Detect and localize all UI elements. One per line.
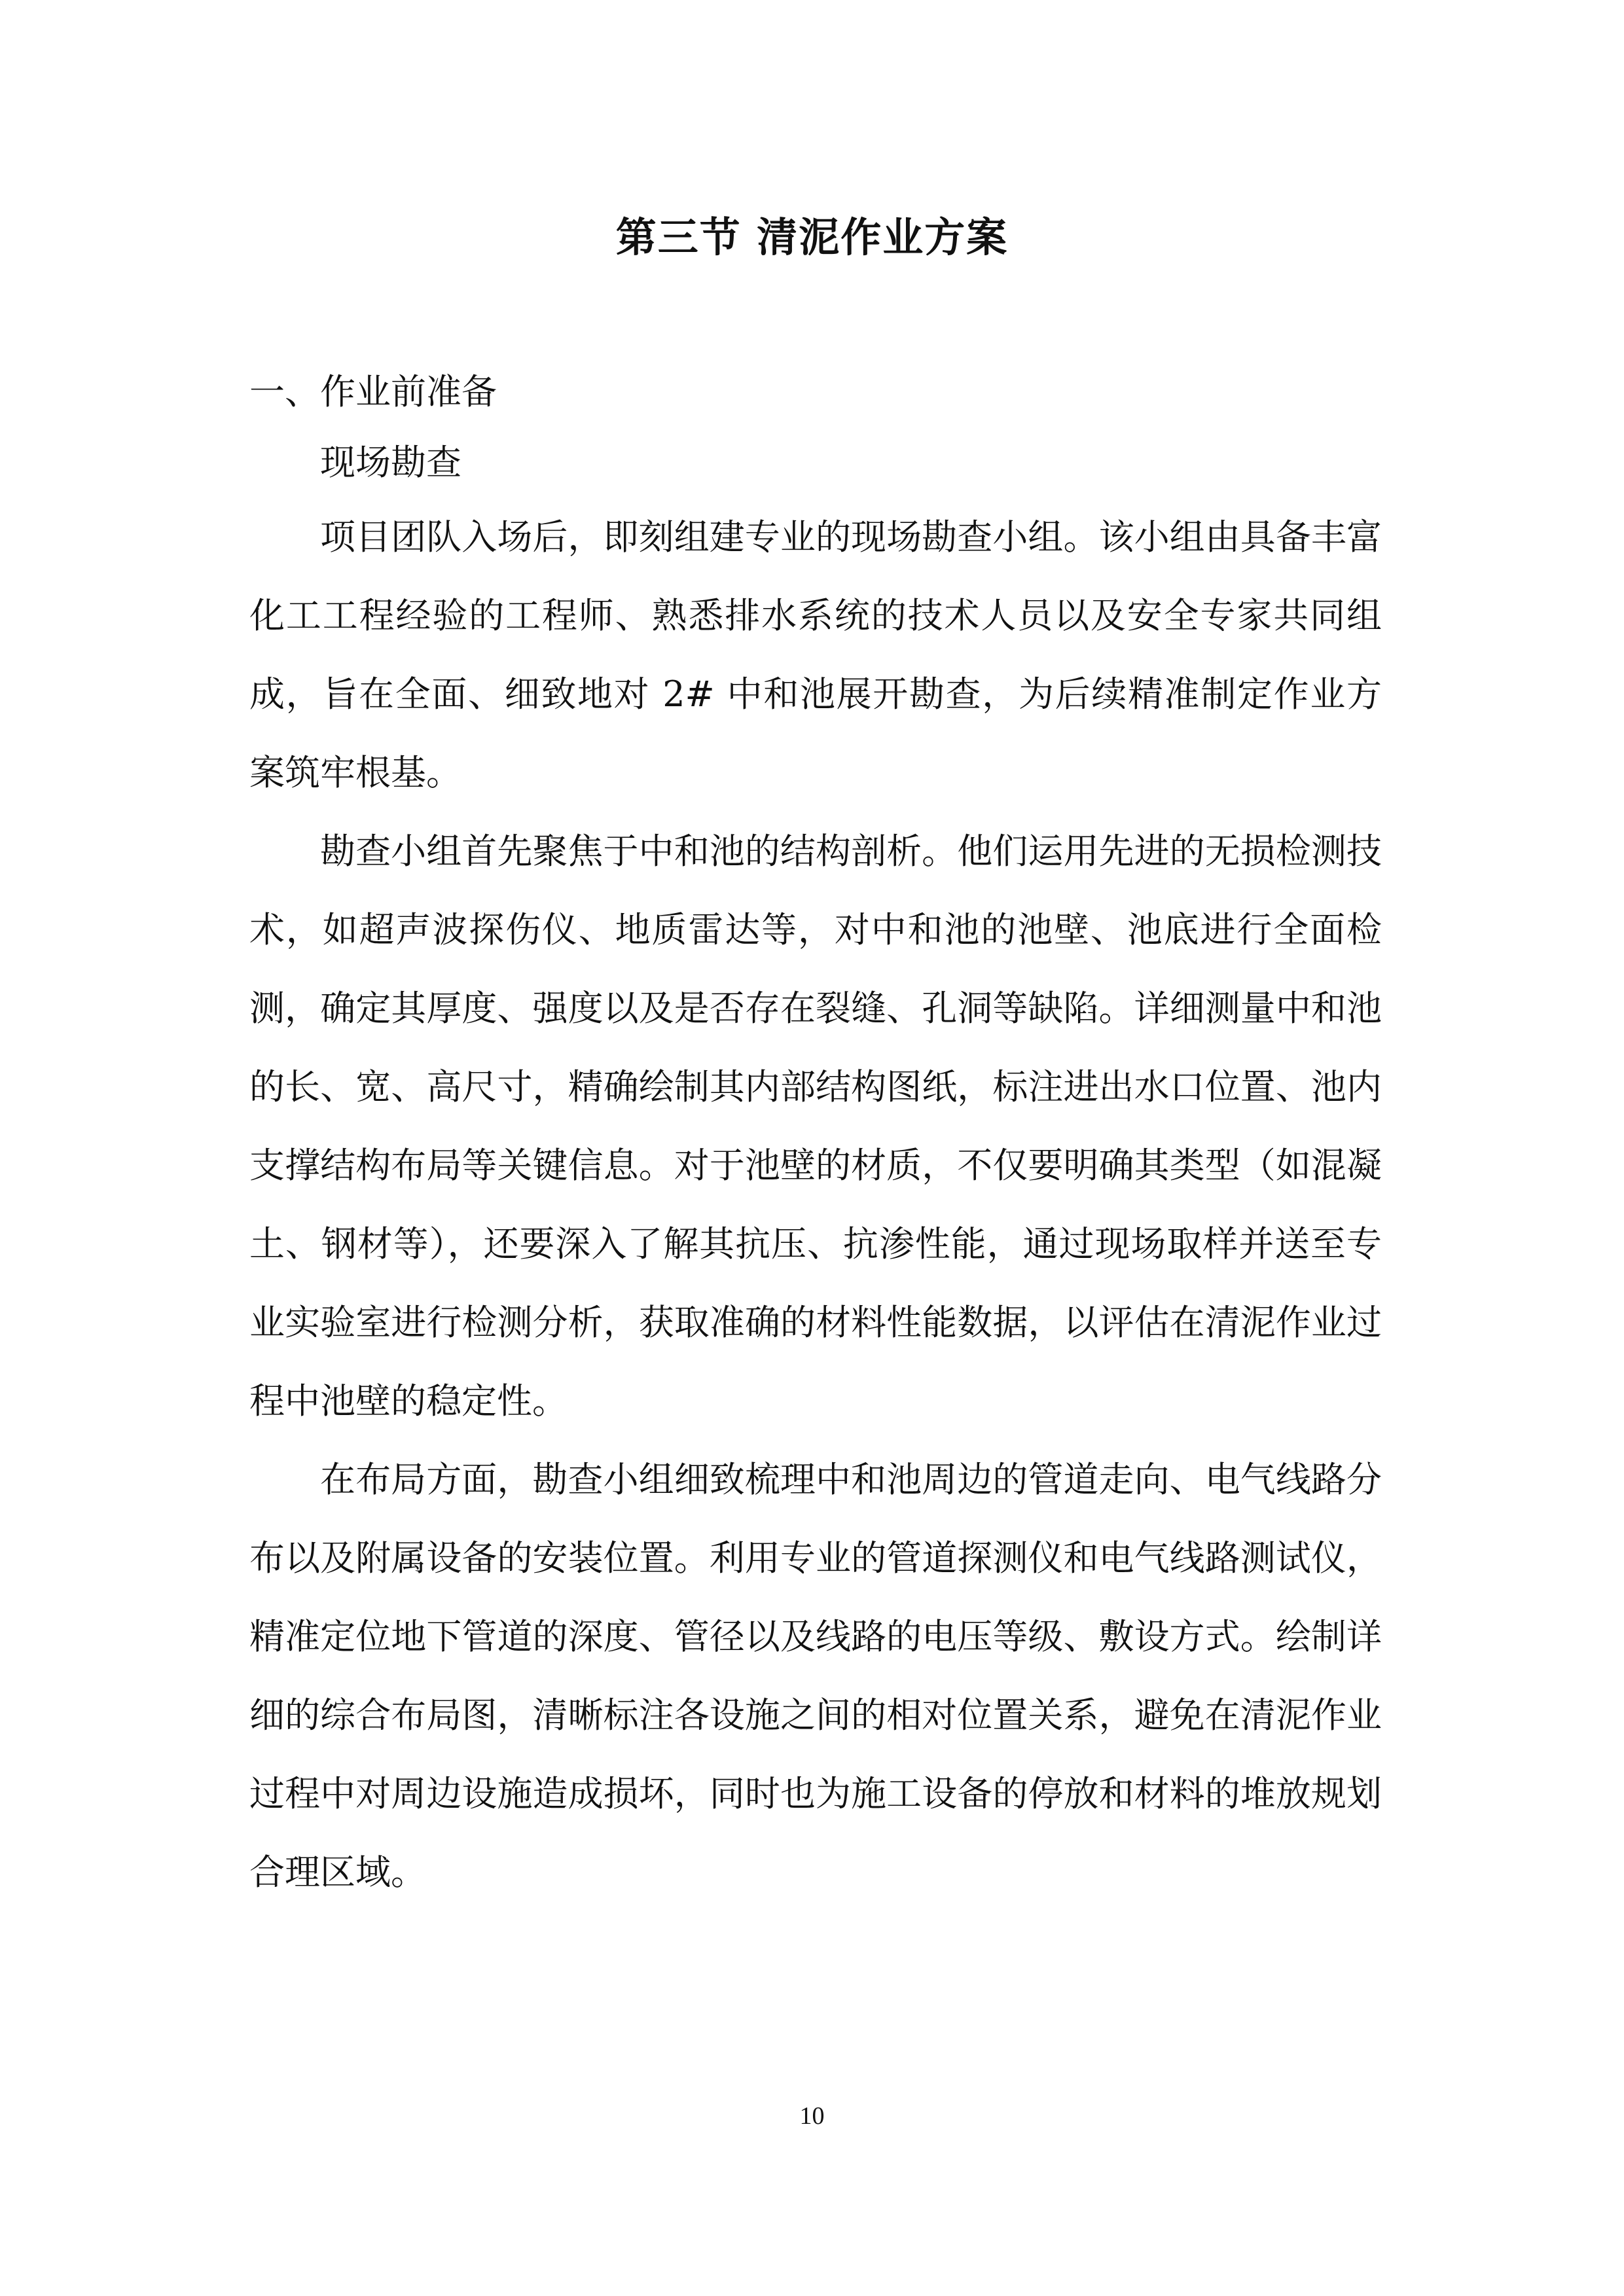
paragraph: 在布局方面，勘查小组细致梳理中和池周边的管道走向、电气线路分布以及附属设备的安装位置。利用专业的管道探测仪和电气线路测试仪，精准定位地下管道的深度、管径以及线路的电压等级、敷设方式。绘制详细的综合布局图，清晰标注各设施之间的相对位置关系，避免在清泥作业过程中对周边设施造成损坏，同时也为施工设备的停放和材料的堆放规划合理区域。: [249, 1459, 1382, 1893]
subheading: 现场勘查: [320, 442, 461, 483]
section-title: 第三节 清泥作业方案: [615, 213, 1009, 261]
paragraph: 项目团队入场后，即刻组建专业的现场勘查小组。该小组由具备丰富化工工程经验的工程师、熟悉排水系统的技术人员以及安全专家共同组成，旨在全面、细致地对 2# 中和池展开勘查，为后续精准制定作业方案筑牢根基。: [249, 516, 1382, 793]
section-heading: 一、作业前准备: [249, 371, 497, 412]
body-text: [249, 357, 1382, 1912]
paragraph: 勘查小组首先聚焦于中和池的结构剖析。他们运用先进的无损检测技术，如超声波探伤仪、地质雷达等，对中和池的池壁、池底进行全面检测，确定其厚度、强度以及是否存在裂缝、孔洞等缺陷。详细测量中和池的长、宽、高尺寸，精确绘制其内部结构图纸，标注进出水口位置、池内支撑结构布局等关键信息。对于池壁的材质，不仅要明确其类型（如混凝土、钢材等），还要深入了解其抗压、抗渗性能，通过现场取样并送至专业实验室进行检测分析，获取准确的材料性能数据，以评估在清泥作业过程中池壁的稳定性。: [249, 831, 1382, 1422]
page-number: 10: [799, 2102, 825, 2130]
